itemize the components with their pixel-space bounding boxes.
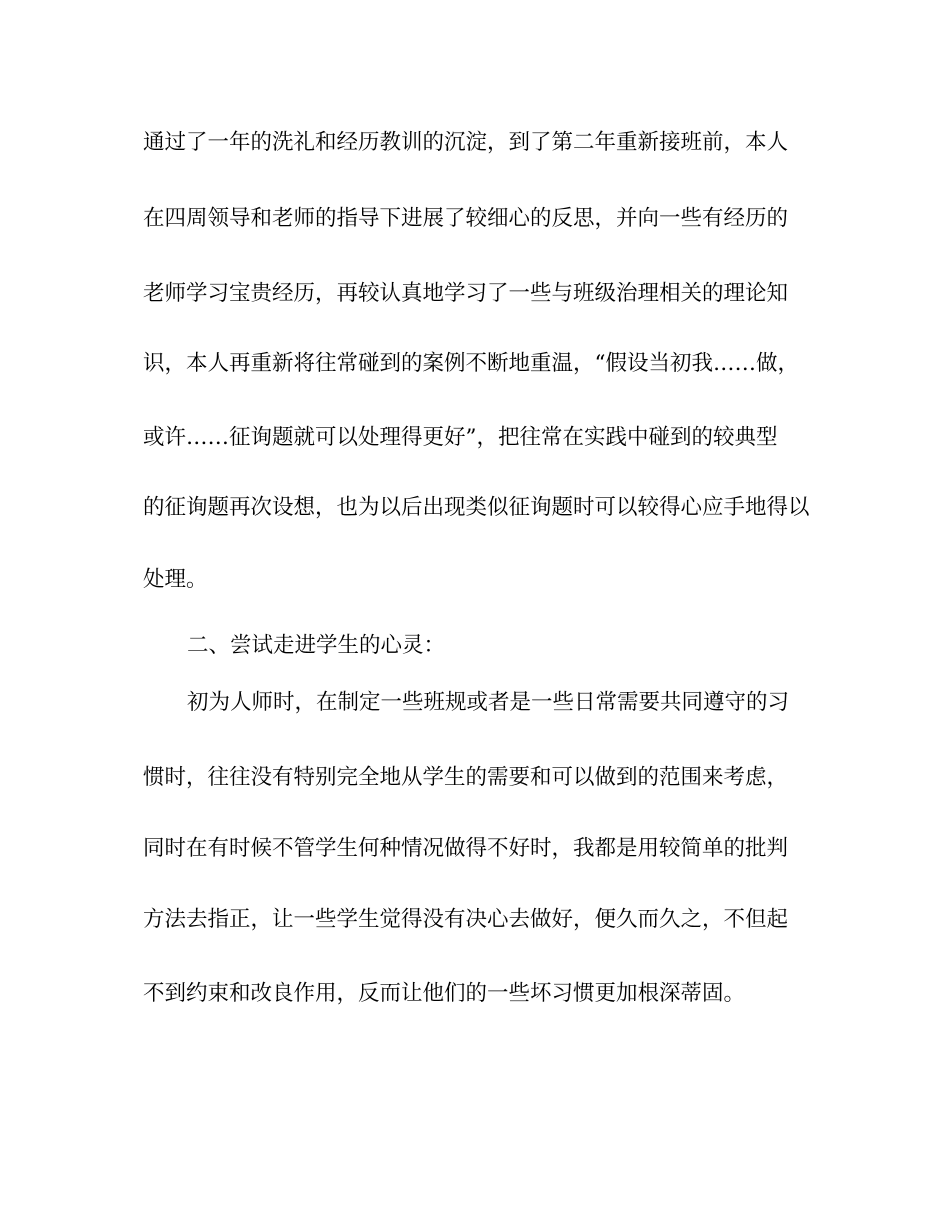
paragraph-line: 惯时，往往没有特别完全地从学生的需要和可以做到的范围来考虑，	[143, 765, 789, 790]
paragraph-line: 初为人师时，在制定一些班规或者是一些日常需要共同遵守的习	[187, 690, 790, 715]
paragraph-line: 不到约束和改良作用，反而让他们的一些坏习惯更加根深蒂固。	[143, 981, 746, 1006]
paragraph-line: 同时在有时候不管学生何种情况做得不好时，我都是用较简单的批判	[143, 836, 789, 861]
paragraph-line: 识，本人再重新将往常碰到的案例不断地重温，“假设当初我……做，	[143, 351, 799, 376]
paragraph-line: 老师学习宝贵经历，再较认真地学习了一些与班级治理相关的理论知	[143, 281, 789, 306]
section-heading: 二、尝试走进学生的心灵：	[187, 633, 446, 658]
paragraph-line: 的征询题再次设想，也为以后出现类似征询题时可以较得心应手地得以	[143, 495, 810, 520]
paragraph-line: 在四周领导和老师的指导下进展了较细心的反思，并向一些有经历的	[143, 206, 789, 231]
paragraph-line: 通过了一年的洗礼和经历教训的沉淀，到了第二年重新接班前，本人	[143, 130, 789, 155]
paragraph-line: 或许……征询题就可以处理得更好”，把往常在实践中碰到的较典型	[143, 425, 778, 450]
paragraph-line: 方法去指正，让一些学生觉得没有决心去做好，便久而久之，不但起	[143, 907, 789, 932]
paragraph-line: 处理。	[143, 567, 208, 592]
